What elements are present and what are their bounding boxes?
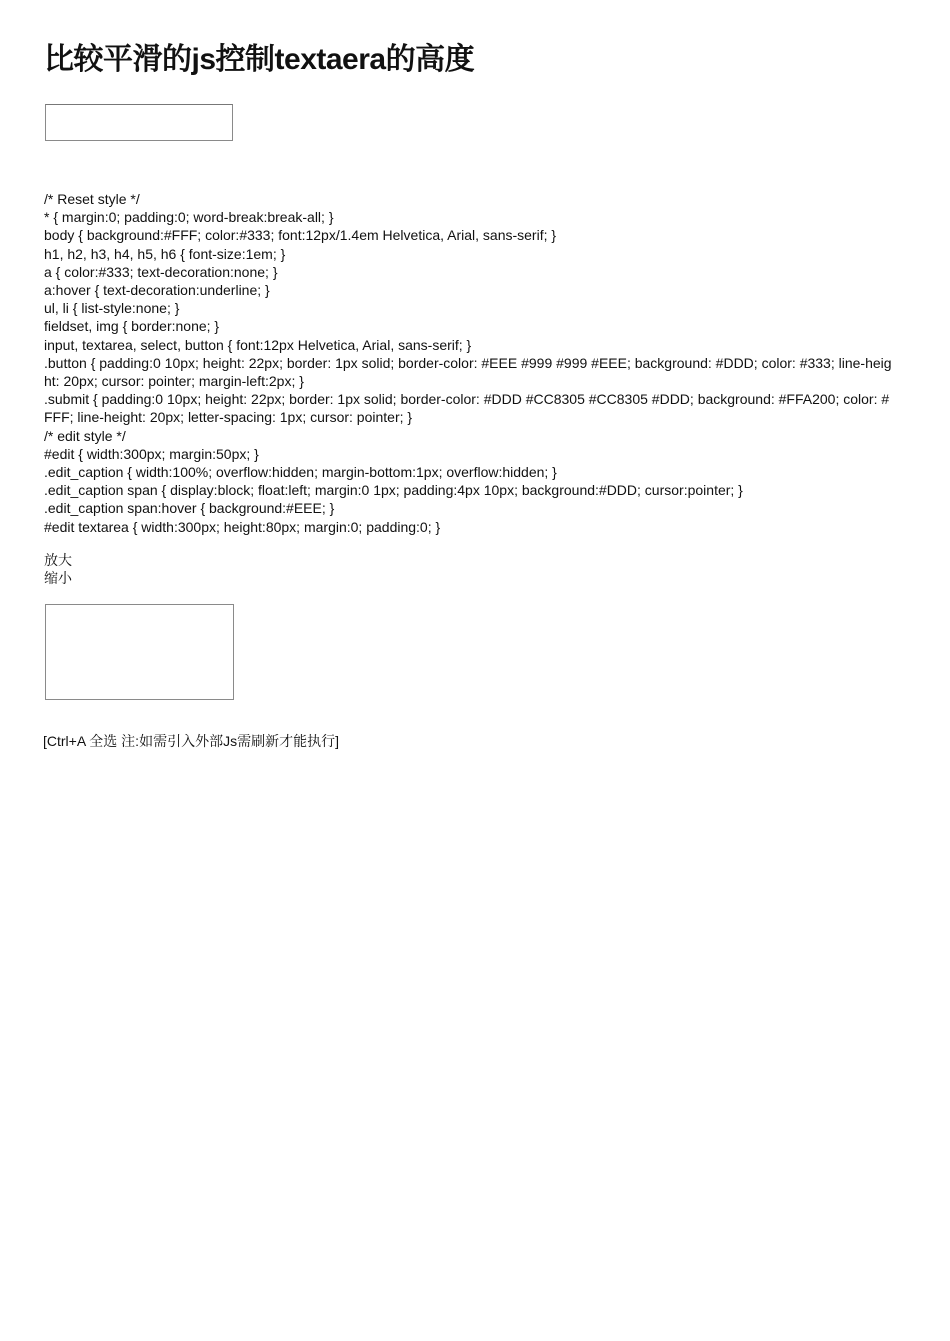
css-code-block (44, 190, 894, 536)
enlarge-button[interactable]: 放大 (44, 552, 72, 568)
code-line: .edit_caption span:hover { background:#EEE; } (44, 500, 335, 517)
code-line: #edit { width:300px; margin:50px; } (44, 445, 259, 462)
page-title: 比较平滑的js控制textaera的高度 (44, 43, 475, 76)
code-line: body { background:#FFF; color:#333; font:12px/1.4em Helvetica, Arial, sans-serif; } (44, 227, 557, 244)
code-line: * { margin:0; padding:0; word-break:break-all; } (44, 209, 334, 226)
code-line: .edit_caption span { display:block; float:left; margin:0 1px; padding:4px 10px; background:#DDD; cursor:pointer; } (44, 482, 743, 499)
code-line: .edit_caption { width:100%; overflow:hidden; margin-bottom:1px; overflow:hidden; } (44, 464, 557, 481)
text-input[interactable] (45, 104, 233, 141)
code-line: .button { padding:0 10px; height: 22px; border: 1px solid; border-color: #EEE #999 #999 #EEE; background: #DDD; color: #333; line-height: 20px; cursor: pointer; margin-left:2px; } (44, 354, 892, 390)
edit-caption (44, 551, 72, 587)
select-all-note: [Ctrl+A 全选 注:如需引入外部Js需刷新才能执行] (43, 733, 339, 749)
code-line: h1, h2, h3, h4, h5, h6 { font-size:1em; } (44, 245, 286, 262)
code-line: input, textarea, select, button { font:12px Helvetica, Arial, sans-serif; } (44, 336, 472, 353)
code-line: ul, li { list-style:none; } (44, 300, 180, 317)
code-line: fieldset, img { border:none; } (44, 318, 220, 335)
edit-textarea[interactable] (45, 604, 234, 700)
code-line: .submit { padding:0 10px; height: 22px; border: 1px solid; border-color: #DDD #CC8305 #CC8305 #DDD; background: #FFA200; color: #FFF; line-height: 20px; letter-spacing: 1px; cursor: pointer; } (44, 391, 890, 426)
code-line: /* Reset style */ (44, 191, 140, 207)
shrink-button[interactable]: 缩小 (44, 570, 72, 586)
code-line: a:hover { text-decoration:underline; } (44, 282, 270, 299)
code-line: /* edit style */ (44, 427, 126, 444)
code-line: a { color:#333; text-decoration:none; } (44, 263, 278, 280)
code-line: #edit textarea { width:300px; height:80px; margin:0; padding:0; } (44, 518, 441, 535)
